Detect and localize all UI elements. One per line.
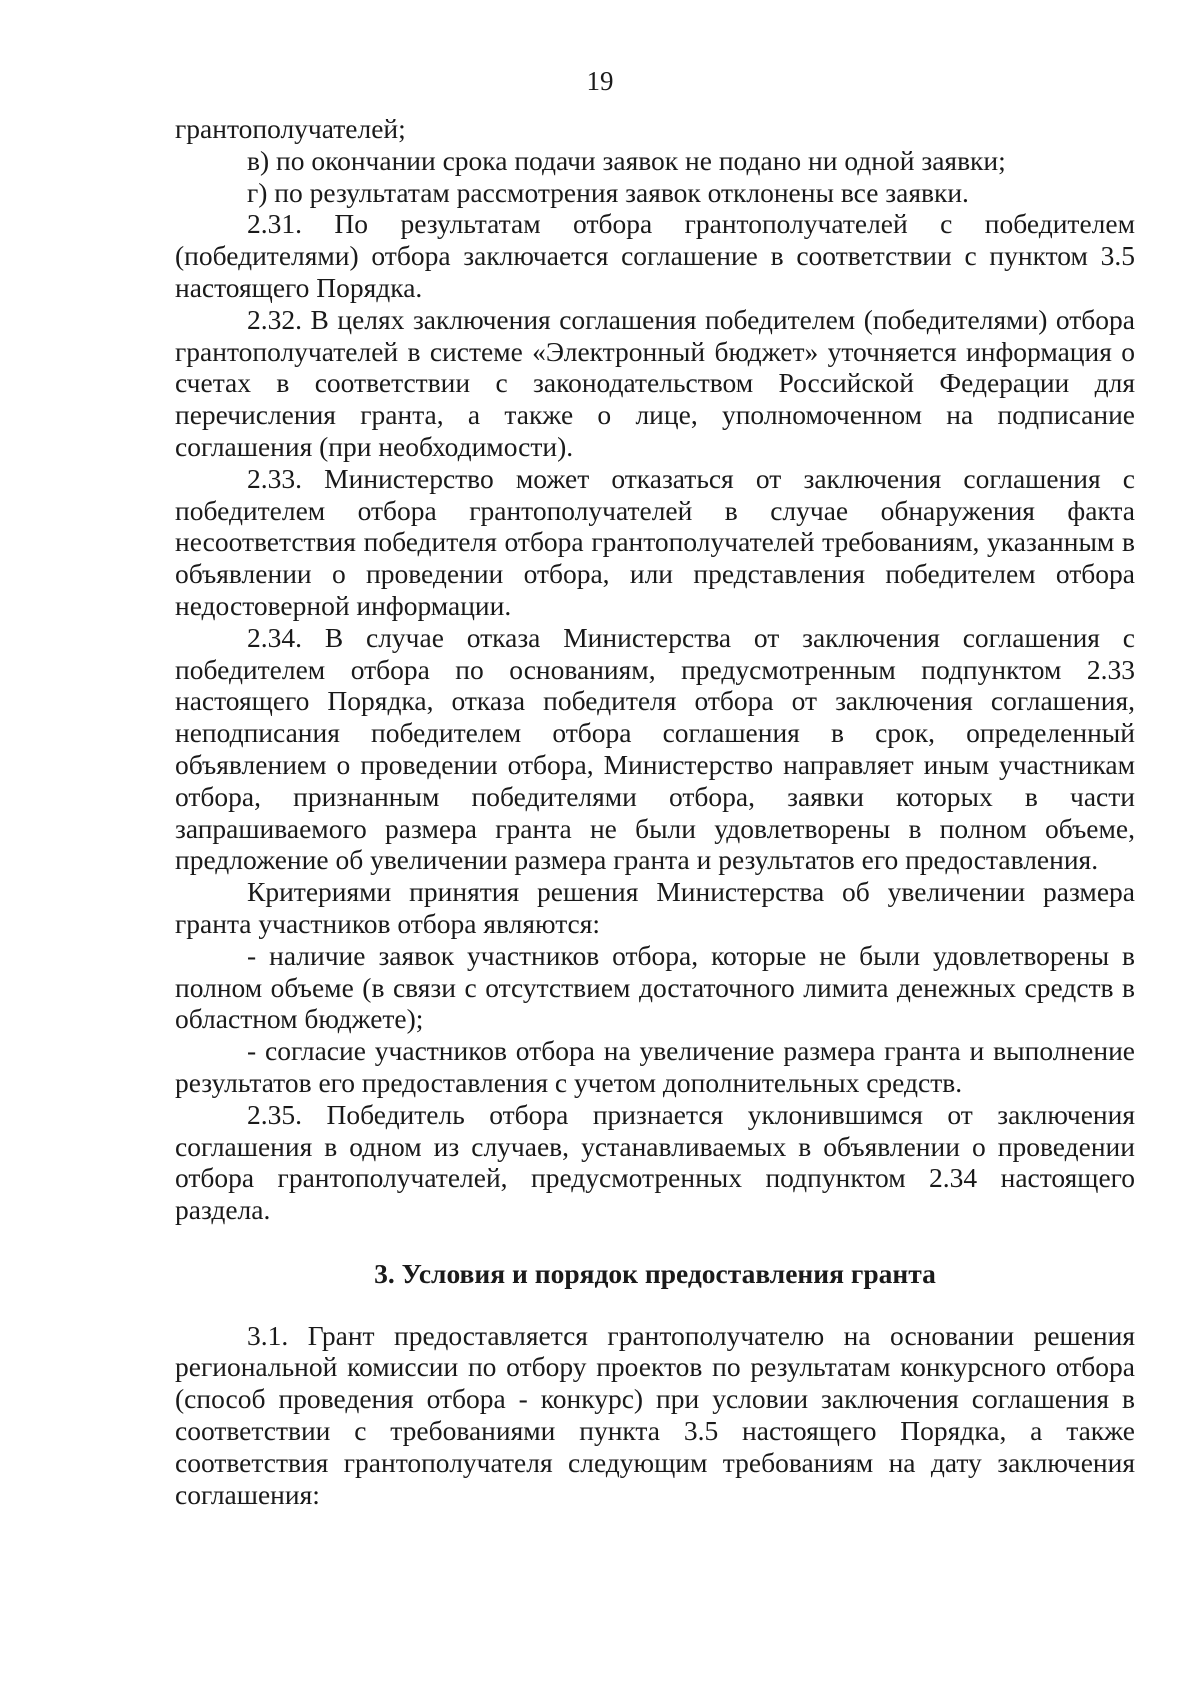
section-heading: 3. Условия и порядок предоставления гранта xyxy=(374,1257,936,1289)
paragraph-item-g: г) по результатам рассмотрения заявок отклонены все заявки. xyxy=(247,176,969,208)
page-number: 19 xyxy=(586,66,614,96)
paragraph-2-35: 2.35. Победитель отбора признается уклонившимся от заключения соглашения в одном из случаев, устанавливаемых в объявлении о проведении отбора грантополучателей, предусмотренных подпунктом 2.34 настоящего раздела. xyxy=(175,1098,1135,1226)
paragraph-criteria-item-2: - согласие участников отбора на увеличение размера гранта и выполнение результатов его предоставления с учетом дополнительных средств. xyxy=(175,1035,1135,1098)
document-body xyxy=(175,113,1135,1510)
paragraph-2-33: 2.33. Министерство может отказаться от заключения соглашения с победителем отбора грантополучателей в случае обнаружения факта несоответствия победителя отбора грантополучателей требованиям, указанным в объявлении о проведении отбора, или представления победителем отбора недостоверной информации. xyxy=(175,462,1135,621)
paragraph-criteria: Критериями принятия решения Министерства об увеличении размера гранта участников отбора являются: xyxy=(175,876,1135,939)
paragraph-criteria-item-1: - наличие заявок участников отбора, которые не были удовлетворены в полном объеме (в связи с отсутствием достаточного лимита денежных средств в областном бюджете); xyxy=(175,939,1135,1035)
paragraph-item-v: в) по окончании срока подачи заявок не подано ни одной заявки; xyxy=(247,144,1006,176)
paragraph-2-32: 2.32. В целях заключения соглашения победителем (победителями) отбора грантополучателей в системе «Электронный бюджет» уточняется информация о счетах в соответствии с законодательством Российской Федерации для перечисления гранта, а также о лице, уполномоченном на подписание соглашения (при необходимости). xyxy=(175,303,1135,462)
paragraph-2-34: 2.34. В случае отказа Министерства от заключения соглашения с победителем отбора по основаниям, предусмотренным подпунктом 2.33 настоящего Порядка, отказа победителя отбора от заключения соглашения, неподписания победителем отбора соглашения в срок, определенный объявлением о проведении отбора, Министерство направляет иным участникам отбора, признанным победителями отбора, заявки которых в части запрашиваемого размера гранта не были удовлетворены в полном объеме, предложение об увеличении размера гранта и результатов его предоставления. xyxy=(175,621,1135,876)
paragraph-3-1: 3.1. Грант предоставляется грантополучателю на основании решения региональной комиссии по отбору проектов по результатам конкурсного отбора (способ проведения отбора - конкурс) при условии заключения соглашения в соответствии с требованиями пункта 3.5 настоящего Порядка, а также соответствия грантополучателя следующим требованиям на дату заключения соглашения: xyxy=(175,1319,1135,1510)
paragraph-2-31: 2.31. По результатам отбора грантополучателей с победителем (победителями) отбора заключается соглашение в соответствии с пунктом 3.5 настоящего Порядка. xyxy=(175,208,1135,303)
paragraph-continuation: грантополучателей; xyxy=(175,113,406,144)
